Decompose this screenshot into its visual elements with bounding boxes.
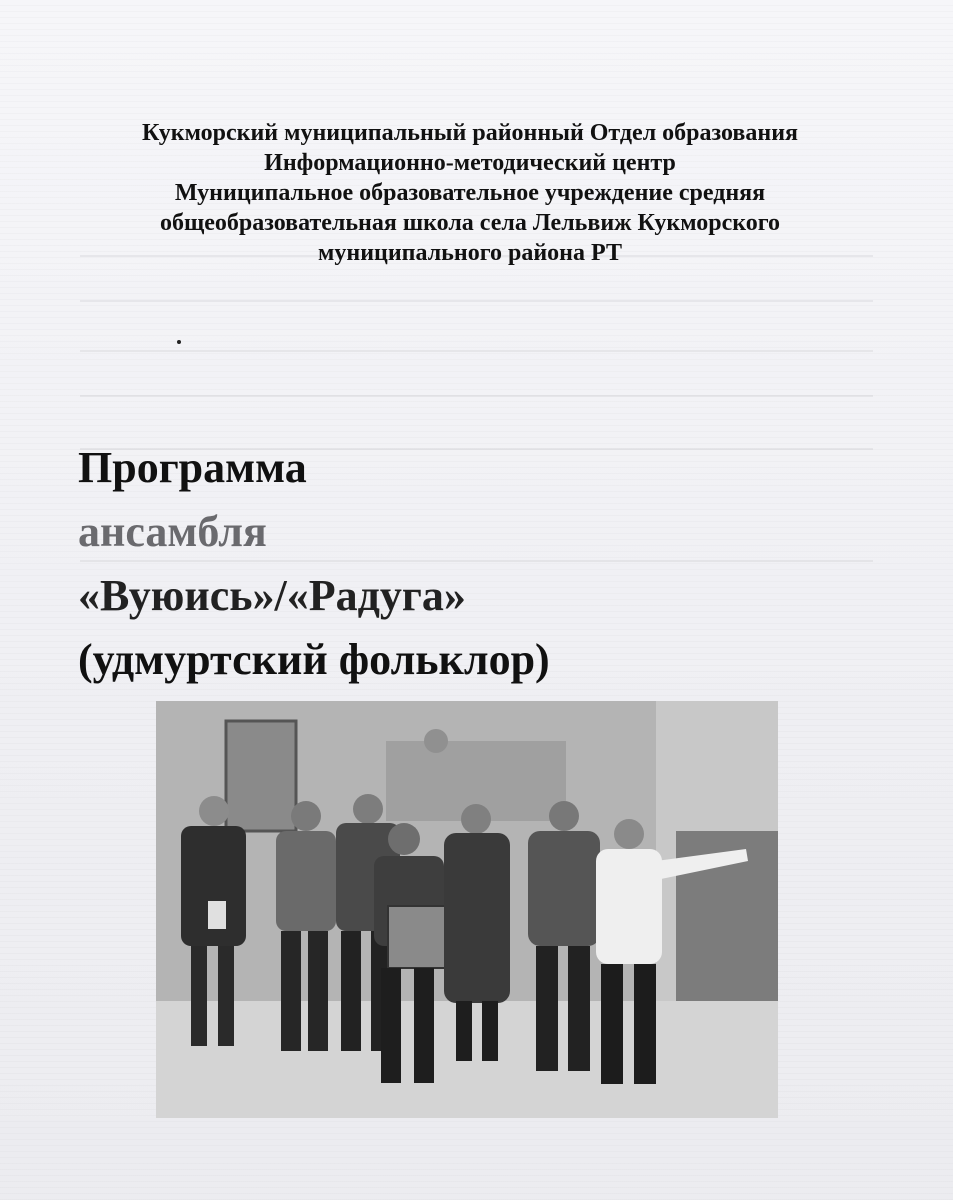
title-line: «Вуюись»/«Радуга» bbox=[78, 571, 466, 620]
bleed-through-line bbox=[80, 350, 873, 352]
header-line: муниципального района РТ bbox=[318, 240, 622, 266]
header-line: Кукморский муниципальный районный Отдел образования bbox=[141, 120, 799, 146]
bleed-through-line bbox=[80, 395, 873, 397]
ensemble-photo bbox=[156, 701, 778, 1118]
program-title bbox=[78, 436, 550, 692]
header-line: общеобразовательная школа села Лельвиж Кукморского bbox=[159, 210, 781, 236]
header-line: Муниципальное образовательное учреждение средняя bbox=[174, 180, 766, 206]
title-line: ансамбля bbox=[78, 507, 267, 556]
stray-dot bbox=[177, 340, 181, 344]
ensemble-photo-illustration bbox=[156, 701, 778, 1118]
title-line: (удмуртский фольклор) bbox=[78, 635, 550, 684]
title-line: Программа bbox=[78, 443, 307, 492]
header-line: Информационно-методический центр bbox=[264, 150, 676, 176]
institution-header bbox=[60, 118, 880, 268]
bleed-through-line bbox=[80, 300, 873, 302]
